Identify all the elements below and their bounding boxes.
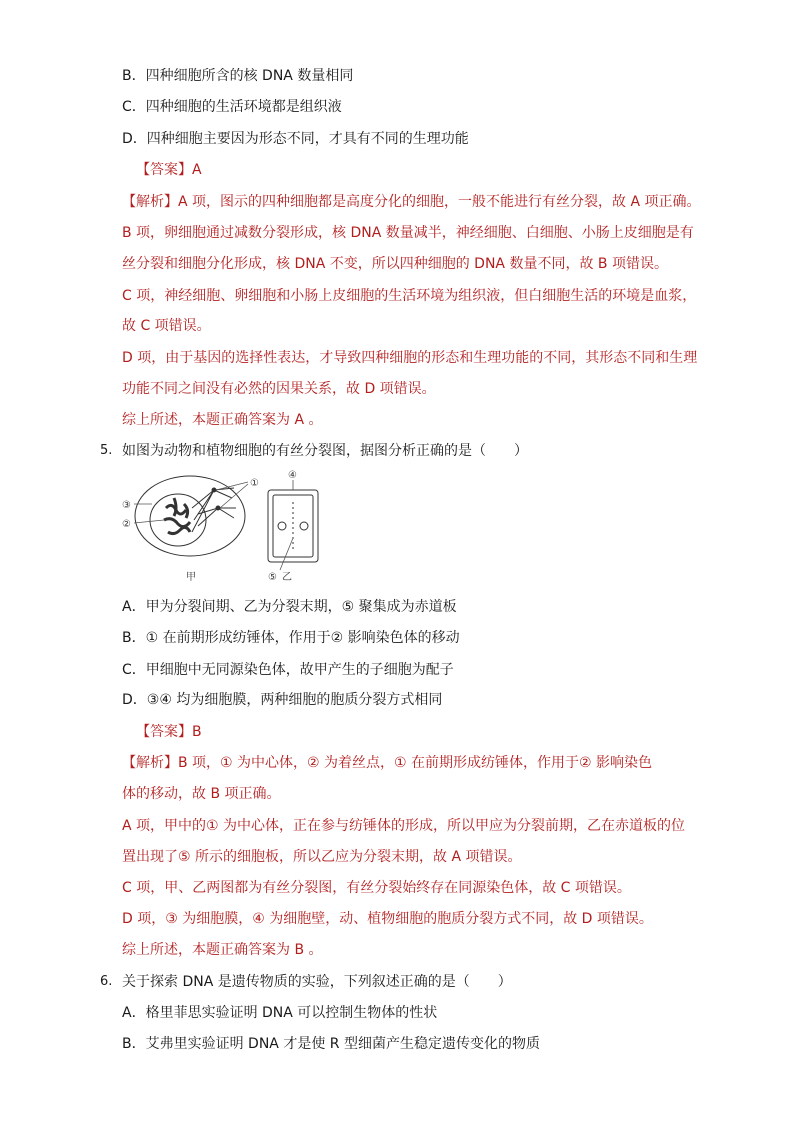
q5-analysis-line: 体的移动，故 B 项正确。 [122,786,281,802]
q4-analysis-line: 丝分裂和细胞分化形成，核 DNA 不变，所以四种细胞的 DNA 数量不同，故 B 项错误。 [122,256,668,272]
q5-option-a: A．甲为分裂间期、乙为分裂末期，⑤ 聚集成为赤道板 [122,599,457,615]
label-yi: 乙 [282,572,292,583]
label-2: ② [122,519,131,530]
q5-option-b: B．① 在前期形成纺锤体，作用于② 影响染色体的移动 [122,630,460,646]
q5-analysis-line: D 项，③ 为细胞膜，④ 为细胞壁，动、植物细胞的胞质分裂方式不同，故 D 项错误。 [122,911,653,927]
q4-analysis-line: C 项，神经细胞、卵细胞和小肠上皮细胞的生活环境为组织液，但白细胞生活的环境是血浆， [122,288,697,304]
q5-analysis-line: 【解析】B 项，① 为中心体，② 为着丝点，① 在前期形成纺锤体，作用于② 影响染色 [122,755,653,771]
q5-analysis-line: A 项，甲中的① 为中心体，正在参与纺锤体的形成，所以甲应为分裂前期，乙在赤道板的位 [122,818,686,834]
q6-stem: 关于探索 DNA 是遗传物质的实验，下列叙述正确的是（ ） [122,974,512,990]
q4-analysis-line: B 项，卵细胞通过减数分裂形成，核 DNA 数量减半，神经细胞、白细胞、小肠上皮细胞是有 [122,225,694,241]
q5-analysis-line: C 项，甲、乙两图都为有丝分裂图，有丝分裂始终存在同源染色体，故 C 项错误。 [122,880,631,896]
mitosis-figure [122,468,332,586]
q4-option-b: B．四种细胞所含的核 DNA 数量相同 [122,68,354,84]
label-4: ④ [288,470,297,481]
q5-option-d: D．③④ 均为细胞膜，两种细胞的胞质分裂方式相同 [122,692,443,708]
label-1: ① [250,478,259,489]
animal-cell [135,476,245,556]
q5-analysis-line: 置出现了⑤ 所示的细胞板，所以乙应为分裂末期，故 A 项错误。 [122,849,522,865]
q5-stem: 如图为动物和植物细胞的有丝分裂图，据图分析正确的是（ ） [122,443,528,459]
q4-option-d: D．四种细胞主要因为形态不同，才具有不同的生理功能 [122,131,469,147]
q4-answer: 【答案】A [136,162,202,178]
q4-analysis-line: D 项，由于基因的选择性表达，才导致四种细胞的形态和生理功能的不同，其形态不同和生理 [122,350,698,366]
q6-number: 6. [100,974,113,989]
q4-analysis-line: 功能不同之间没有必然的因果关系，故 D 项错误。 [122,381,436,397]
q6-option-b: B．艾弗里实验证明 DNA 才是使 R 型细菌产生稳定遗传变化的物质 [122,1036,540,1052]
q5-number: 5. [100,443,113,458]
q6-option-a: A．格里菲思实验证明 DNA 可以控制生物体的性状 [122,1005,438,1021]
q5-answer: 【答案】B [136,724,202,740]
plant-cell [268,490,318,562]
q5-option-c: C．甲细胞中无同源染色体，故甲产生的子细胞为配子 [122,662,454,678]
label-5: ⑤ [268,572,277,583]
q4-analysis-line: 故 C 项错误。 [122,318,211,334]
q5-analysis-line: 综上所述，本题正确答案为 B 。 [122,942,323,958]
q4-analysis-line: 【解析】A 项，图示的四种细胞都是高度分化的细胞，一般不能进行有丝分裂，故 A 项正确。 [122,194,701,210]
q4-option-c: C．四种细胞的生活环境都是组织液 [122,99,342,115]
q4-analysis-line: 综上所述，本题正确答案为 A 。 [122,412,323,428]
label-3: ③ [122,500,131,511]
label-jia: 甲 [186,572,196,583]
mitosis-diagram [122,468,332,586]
